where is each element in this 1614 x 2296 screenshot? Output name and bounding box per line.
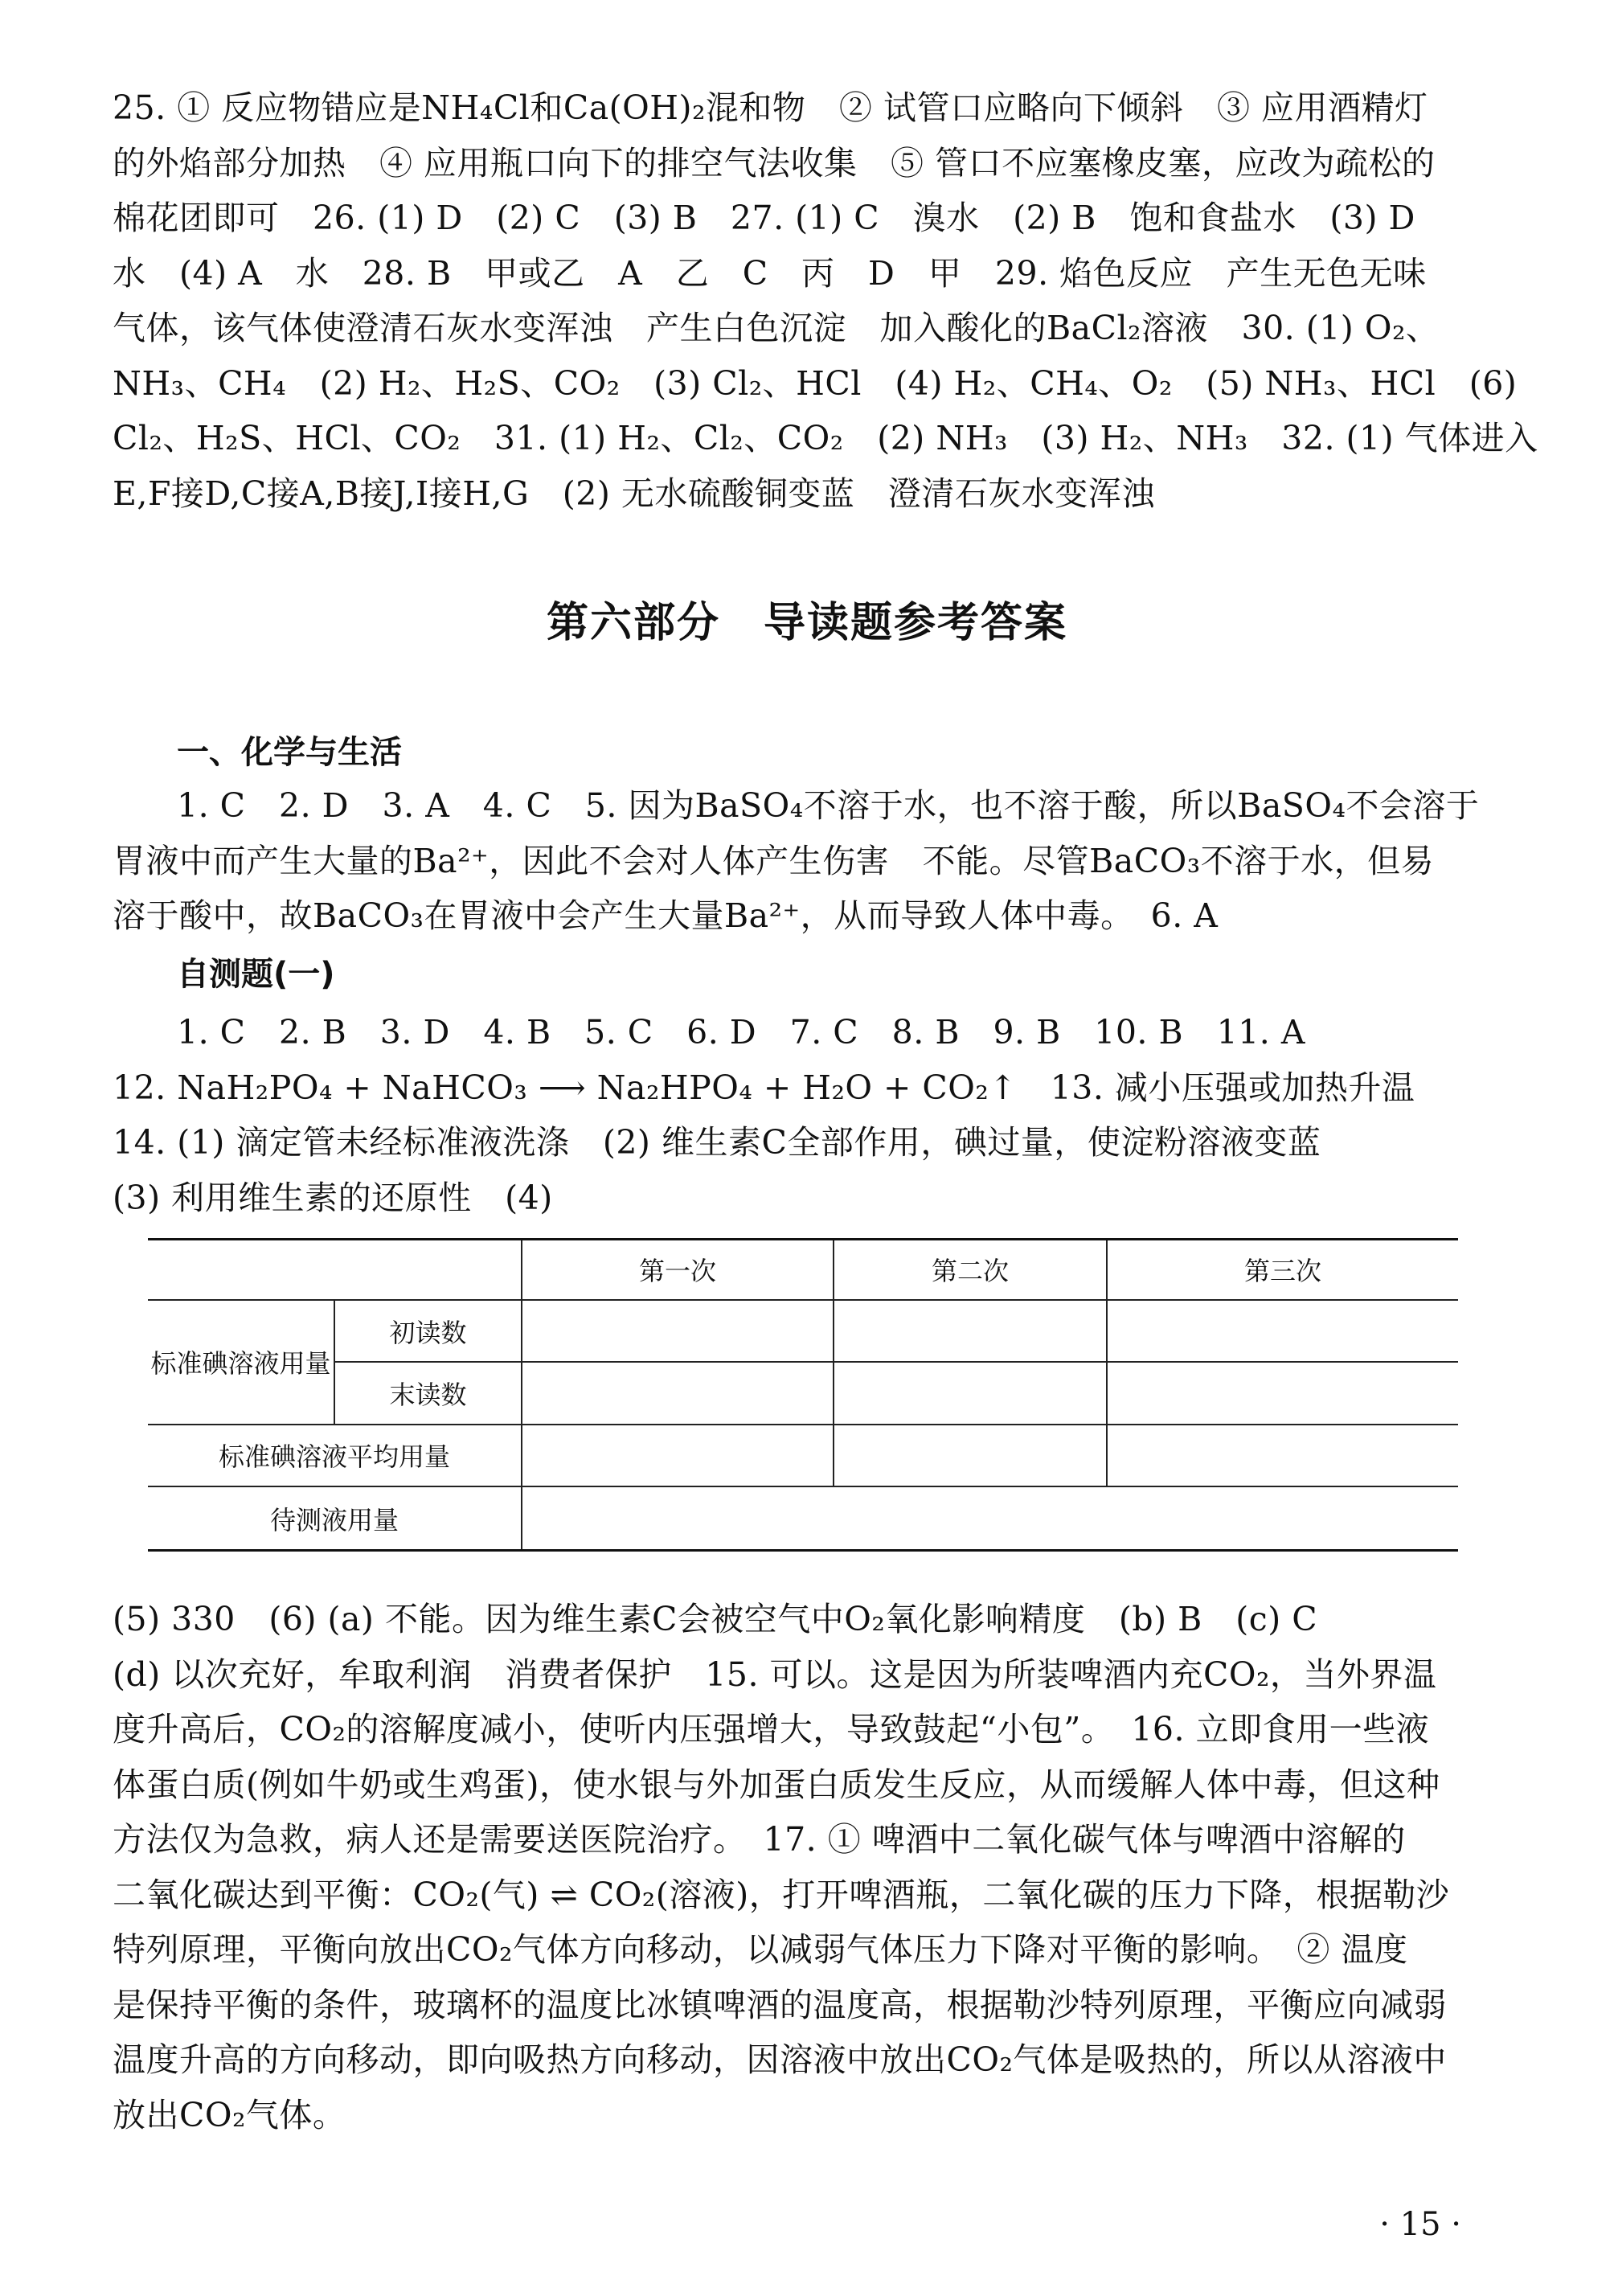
self-test-answers: [113, 1005, 1503, 1225]
row-sublabel-final: 末读数: [334, 1362, 522, 1424]
text-line: 1. C 2. D 3. A 4. C 5. 因为BaSO₄不溶于水，也不溶于酸，所以BaSO₄不会溶于: [177, 786, 1480, 825]
text-line: 体蛋白质(例如牛奶或生鸡蛋)，使水银与外加蛋白质发生反应，从而缓解人体中毒，但这种: [113, 1765, 1440, 1804]
text-line: 14. (1) 滴定管未经标准液洗涤 (2) 维生素C全部作用，碘过量，使淀粉溶液变蓝: [113, 1123, 1321, 1162]
text-line: 的外焰部分加热 ④ 应用瓶口向下的排空气法收集 ⑤ 管口不应塞橡皮塞，应改为疏松的: [113, 143, 1436, 182]
table-cell: [834, 1425, 1107, 1486]
text-line: 放出CO₂气体。: [113, 2095, 346, 2134]
text-line: 1. C 2. B 3. D 4. B 5. C 6. D 7. C 8. B 9. B 10. B 11. A: [177, 1013, 1305, 1052]
row-label-average: 标准碘溶液平均用量: [148, 1425, 522, 1486]
text-line: 12. NaH₂PO₄ + NaHCO₃ ⟶ Na₂HPO₄ + H₂O + CO₂↑ 13. 减小压强或加热升温: [113, 1068, 1415, 1107]
header-third: 第三次: [1107, 1240, 1458, 1300]
text-line: 水 (4) A 水 28. B 甲或乙 A 乙 C 丙 D 甲 29. 焰色反应 产生无色无味: [113, 253, 1427, 293]
table-cell: [1107, 1362, 1458, 1424]
table-cell: [522, 1486, 1458, 1550]
row-sublabel-initial: 初读数: [334, 1300, 522, 1362]
table-cell: [522, 1300, 834, 1362]
text-line: 方法仅为急救，病人还是需要送医院治疗。 17. ① 啤酒中二氧化碳气体与啤酒中溶解的: [113, 1820, 1406, 1859]
text-line: (d) 以次充好，牟取利润 消费者保护 15. 可以。这是因为所装啤酒内充CO₂，当外界温: [113, 1654, 1437, 1694]
text-line: 25. ① 反应物错应是NH₄Cl和Ca(OH)₂混和物 ② 试管口应略向下倾斜 ③ 应用酒精灯: [113, 88, 1428, 127]
row-label-iodine-usage: 标准碘溶液用量: [148, 1300, 334, 1425]
section-title-self-test: 自测题(一): [177, 956, 335, 993]
text-line: 特列原理，平衡向放出CO₂气体方向移动，以减弱气体压力下降对平衡的影响。 ② 温度: [113, 1930, 1408, 1969]
table-cell: [1107, 1300, 1458, 1362]
text-line: E,F接D,C接A,B接J,I接H,G (2) 无水硫酸铜变蓝 澄清石灰水变浑浊: [113, 474, 1155, 513]
section-heading: 第六部分 导读题参考答案: [546, 599, 1067, 647]
table-cell: [522, 1425, 834, 1486]
text-line: 胃液中而产生大量的Ba²⁺，因此不会对人体产生伤害 不能。尽管BaCO₃不溶于水，但易: [113, 841, 1435, 880]
row-label-sample: 待测液用量: [148, 1486, 522, 1550]
text-line: 是保持平衡的条件，玻璃杯的温度比冰镇啤酒的温度高，根据勒沙特列原理，平衡应向减弱: [113, 1985, 1447, 2024]
titration-table: [148, 1238, 1458, 1552]
table-cell: [834, 1300, 1107, 1362]
text-line: 溶于酸中，故BaCO₃在胃液中会产生大量Ba²⁺，从而导致人体中毒。 6. A: [113, 896, 1219, 935]
header-first: 第一次: [522, 1240, 834, 1300]
section1-answers: [113, 778, 1503, 944]
text-line: Cl₂、H₂S、HCl、CO₂ 31. (1) H₂、Cl₂、CO₂ (2) NH₃ (3) H₂、NH₃ 32. (1) 气体进入: [113, 419, 1538, 457]
text-line: 二氧化碳达到平衡：CO₂(气) ⇌ CO₂(溶液)，打开啤酒瓶，二氧化碳的压力下降，根据勒沙: [113, 1875, 1450, 1914]
text-line: 棉花团即可 26. (1) D (2) C (3) B 27. (1) C 溴水 (2) B 饱和食盐水 (3) D: [113, 199, 1415, 237]
table-cell: [1107, 1425, 1458, 1486]
section-title-chemistry-life: 一、化学与生活: [177, 734, 402, 771]
text-line: (5) 330 (6) (a) 不能。因为维生素C会被空气中O₂氧化影响精度 (b) B (c) C: [113, 1600, 1318, 1638]
text-line: NH₃、CH₄ (2) H₂、H₂S、CO₂ (3) Cl₂、HCl (4) H₂、CH₄、O₂ (5) NH₃、HCl (6): [113, 363, 1518, 403]
text-line: 度升高后，CO₂的溶解度减小，使听内压强增大，导致鼓起“小包”。 16. 立即食用一些液: [113, 1710, 1430, 1749]
text-line: 气体，该气体使澄清石灰水变浑浊 产生白色沉淀 加入酸化的BaCl₂溶液 30. (1) O₂、: [113, 309, 1440, 347]
text-line: 温度升高的方向移动，即向吸热方向移动，因溶液中放出CO₂气体是吸热的，所以从溶液中: [113, 2040, 1447, 2079]
page-number: · 15 ·: [1379, 2206, 1461, 2243]
answers-continued: [113, 80, 1538, 521]
table-cell: [522, 1362, 834, 1424]
text-line: (3) 利用维生素的还原性 (4): [113, 1178, 553, 1217]
bottom-answers: [113, 1592, 1503, 2142]
table-cell: [834, 1362, 1107, 1424]
header-second: 第二次: [834, 1240, 1107, 1300]
